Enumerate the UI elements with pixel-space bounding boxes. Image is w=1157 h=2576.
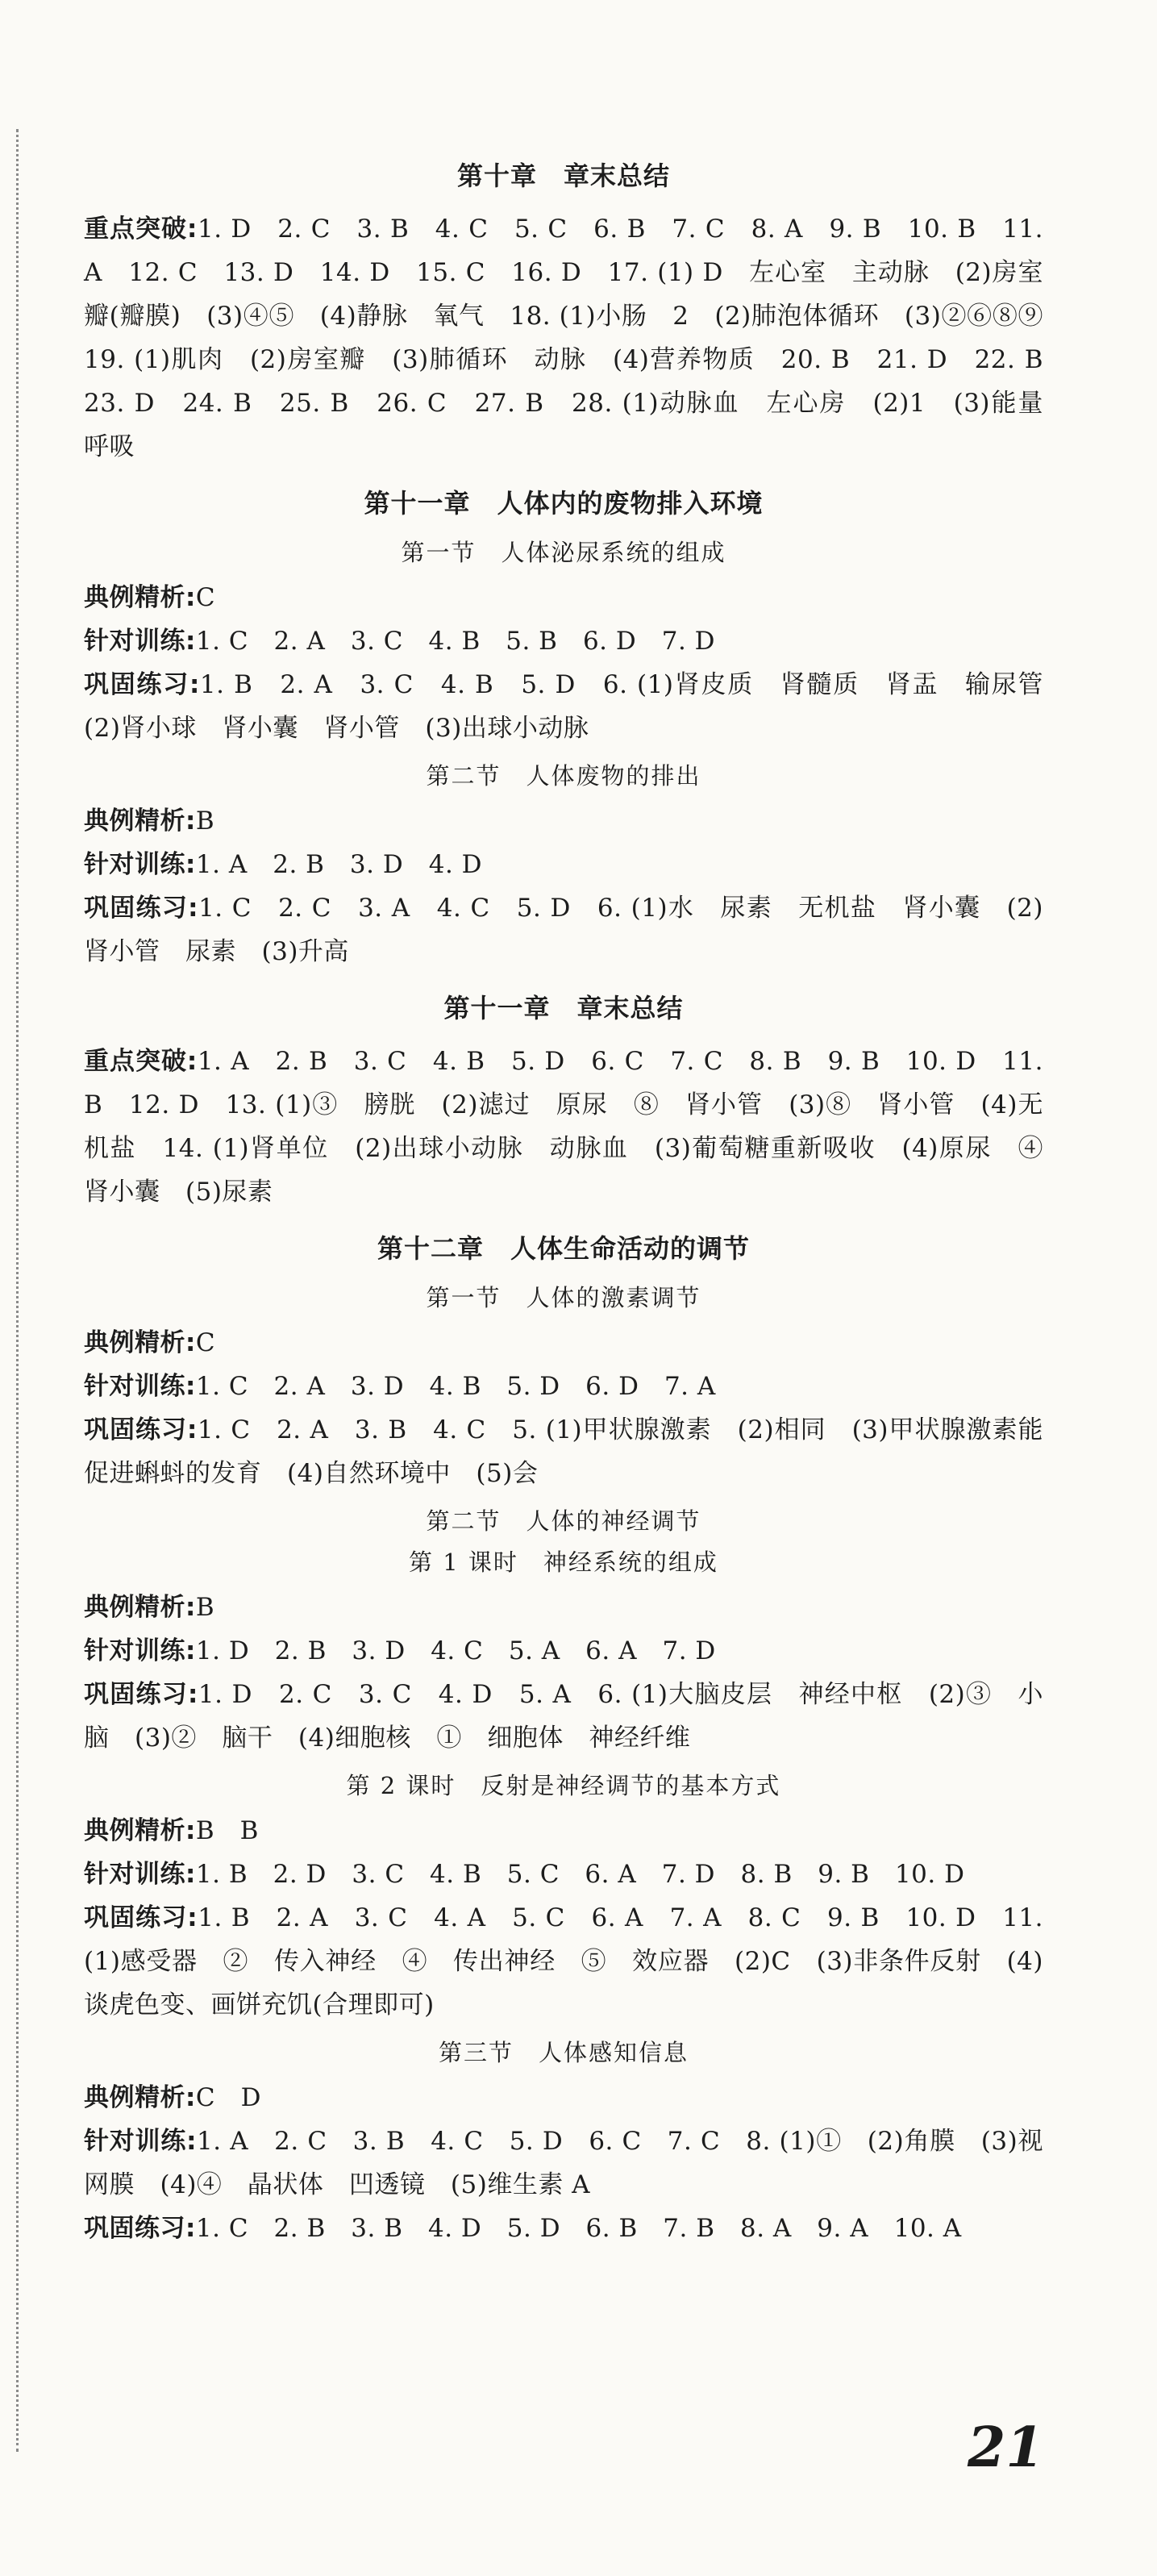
- lesson-heading: 第 1 课时 神经系统的组成: [409, 1549, 718, 1576]
- answer-label: 典例精析:: [84, 1593, 196, 1622]
- answer-text: 1. D 2. B 3. D 4. C 5. A 6. A 7. D: [195, 1636, 716, 1665]
- answer-text: C: [195, 1328, 216, 1357]
- answer-text: 1. C 2. A 3. D 4. B 5. D 6. D 7. A: [195, 1372, 716, 1401]
- answer-label: 重点突破:: [84, 1047, 198, 1076]
- answer-label: 巩固练习:: [84, 1903, 198, 1932]
- answer-label: 针对训练:: [84, 1860, 196, 1889]
- answer-paragraph: [84, 2207, 1043, 2250]
- answer-text: 1. B 2. D 3. C 4. B 5. C 6. A 7. D 8. B 9. B 10. D: [195, 1860, 965, 1889]
- section-heading: 第二节 人体的神经调节: [426, 1507, 701, 1535]
- answer-paragraph: [84, 1896, 1043, 2027]
- answer-text: B: [195, 1593, 215, 1622]
- answer-label: 典例精析:: [84, 1816, 196, 1845]
- answer-paragraph: [84, 1853, 1043, 1896]
- answer-paragraph: [84, 1809, 1043, 1853]
- answer-paragraph: [84, 1040, 1069, 1214]
- answer-text: 1. C 2. A 3. C 4. B 5. B 6. D 7. D: [195, 627, 716, 656]
- chapter-heading: 第十一章 章末总结: [443, 993, 684, 1023]
- answer-text: 1. C 2. C 3. A 4. C 5. D 6. (1)水 尿素 无机盐 肾小囊 (2)肾小管 尿素 (3)升高: [84, 894, 1044, 966]
- answer-label: 重点突破:: [84, 215, 198, 244]
- answer-label: 典例精析:: [84, 1328, 196, 1357]
- chapter-heading: 第十二章 人体生命活动的调节: [377, 1233, 750, 1264]
- answer-paragraph: [84, 576, 1043, 619]
- answer-text: C D: [195, 2083, 261, 2112]
- answer-paragraph: [84, 1629, 1043, 1673]
- chapter-heading: 第十章 章末总结: [456, 160, 670, 191]
- answer-label: 巩固练习:: [84, 670, 200, 699]
- section-heading: 第一节 人体的激素调节: [426, 1284, 701, 1311]
- binding-dotted-line: [16, 129, 19, 2452]
- answer-text: 1. A 2. C 3. B 4. C 5. D 6. C 7. C 8. (1)① (2)角膜 (3)视网膜 (4)④ 晶状体 凹透镜 (5)维生素 A: [84, 2127, 1043, 2199]
- answer-text: 1. B 2. A 3. C 4. B 5. D 6. (1)肾皮质 肾髓质 肾盂 输尿管 (2)肾小球 肾小囊 肾小管 (3)出球小动脉: [84, 670, 1069, 743]
- answer-text: 1. D 2. C 3. C 4. D 5. A 6. (1)大脑皮层 神经中枢 (2)③ 小脑 (3)② 脑干 (4)细胞核 ① 细胞体 神经纤维: [84, 1680, 1043, 1753]
- answer-paragraph: [84, 1408, 1043, 1495]
- answer-label: 针对训练:: [84, 850, 196, 879]
- answer-label: 针对训练:: [84, 2127, 198, 2156]
- answer-text: 1. A 2. B 3. D 4. D: [195, 850, 483, 879]
- answer-label: 巩固练习:: [84, 1680, 198, 1709]
- section-heading: 第一节 人体泌尿系统的组成: [401, 539, 726, 566]
- lesson-heading: 第 2 课时 反射是神经调节的基本方式: [346, 1772, 781, 1799]
- section-heading: 第三节 人体感知信息: [438, 2039, 689, 2066]
- answer-label: 典例精析:: [84, 2083, 196, 2112]
- answer-label: 巩固练习:: [84, 1415, 198, 1444]
- answer-label: 典例精析:: [84, 807, 196, 836]
- answer-label: 巩固练习:: [84, 2214, 196, 2243]
- answer-paragraph: [84, 1586, 1043, 1629]
- answer-label: 针对训练:: [84, 1372, 196, 1401]
- answer-text: C: [195, 583, 216, 612]
- answer-text: 1. B 2. A 3. C 4. A 5. C 6. A 7. A 8. C 9. B 10. D 11. (1)感受器 ② 传入神经 ④ 传出神经 ⑤ 效应器 (2)C (3)非条件反射 (4)谈虎色变、画饼充饥(合理即可): [84, 1903, 1043, 2020]
- answer-paragraph: [84, 619, 1043, 663]
- page-number: 21: [968, 2416, 1044, 2480]
- answer-paragraph: [84, 1673, 1043, 1760]
- answer-paragraph: [84, 2120, 1043, 2207]
- answer-key-content: [84, 141, 1069, 2250]
- answer-text: 1. D 2. C 3. B 4. C 5. C 6. B 7. C 8. A 9. B 10. B 11. A 12. C 13. D 14. D 15. C 16. D 17. (1) D 左心室 主动脉 (2)房室瓣(瓣膜) (3)④⑤ (4)静脉 氧气 18. (1)小肠 2 (2)肺泡体循环 (3)②⑥⑧⑨ 19. (1)肌肉 (2)房室瓣 (3)肺循环 动脉 (4)营养物质 20. B 21. D 22. B 23. D 24. B 25. B 26. C 27. B 28. (1)动脉血 左心房 (2)1 (3)能量 呼吸: [84, 215, 1069, 461]
- answer-label: 典例精析:: [84, 583, 196, 612]
- answer-paragraph: [84, 1365, 1043, 1408]
- answer-label: 针对训练:: [84, 627, 196, 656]
- chapter-heading: 第十一章 人体内的废物排入环境: [364, 488, 764, 519]
- answer-text: B B: [195, 1816, 259, 1845]
- answer-label: 巩固练习:: [84, 894, 199, 923]
- answer-text: 1. C 2. A 3. B 4. C 5. (1)甲状腺激素 (2)相同 (3)甲状腺激素能促进蝌蚪的发育 (4)自然环境中 (5)会: [84, 1415, 1043, 1488]
- answer-paragraph: [84, 663, 1069, 750]
- answer-paragraph: [84, 799, 1043, 843]
- answer-paragraph: [84, 886, 1043, 973]
- answer-label: 针对训练:: [84, 1636, 196, 1665]
- answer-text: 1. C 2. B 3. B 4. D 5. D 6. B 7. B 8. A 9. A 10. A: [195, 2214, 962, 2243]
- answer-paragraph: [84, 2076, 1043, 2120]
- answer-paragraph: [84, 207, 1069, 469]
- answer-paragraph: [84, 1321, 1043, 1365]
- answer-text: 1. A 2. B 3. C 4. B 5. D 6. C 7. C 8. B 9. B 10. D 11. B 12. D 13. (1)③ 膀胱 (2)滤过 原尿 ⑧ 肾小管 (3)⑧ 肾小管 (4)无机盐 14. (1)肾单位 (2)出球小动脉 动脉血 (3)葡萄糖重新吸收 (4)原尿 ④ 肾小囊 (5)尿素: [84, 1047, 1069, 1207]
- section-heading: 第二节 人体废物的排出: [426, 762, 701, 790]
- answer-paragraph: [84, 843, 1043, 886]
- answer-text: B: [195, 807, 215, 836]
